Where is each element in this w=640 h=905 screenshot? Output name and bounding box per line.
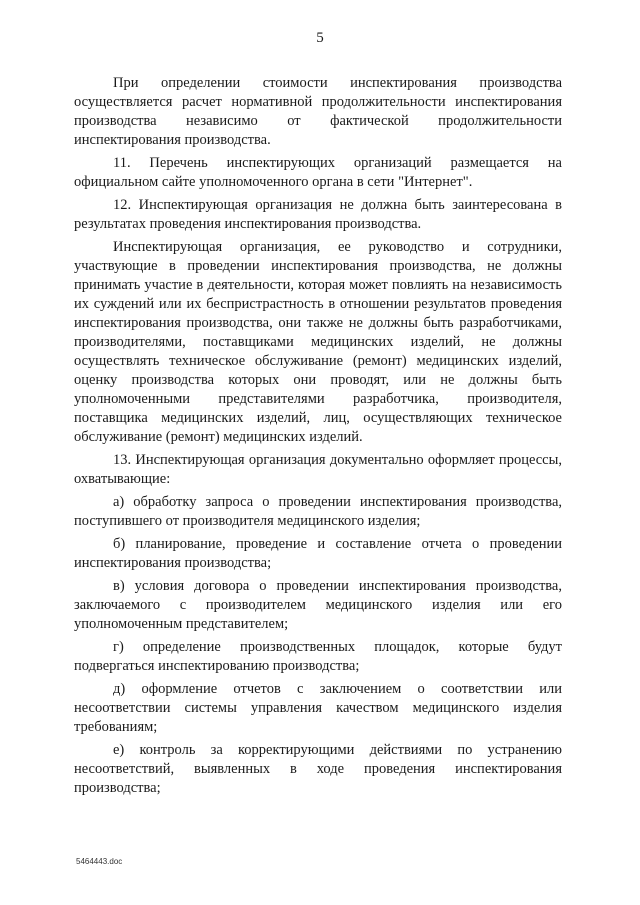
paragraph-impartiality: Инспектирующая организация, ее руководство и сотрудники, участвующие в проведении инспектирования производства, не должны принимать участие в деятельности, которая может повлиять на независимость их суждений или их беспристрастность в отношении результатов проведения инспектирования производства, они также не должны быть разработчиками, производителями, поставщиками медицинских изделий, не должны осуществлять техническое обслуживание (ремонт) медицинских изделий, оценку производства которых они проводят, или не должны быть уполномоченными представителями разработчика, производителя, поставщика медицинских изделий, лиц, осуществляющих техническое обслуживание (ремонт) медицинских изделий. — [74, 239, 562, 445]
page-number: 5 — [316, 30, 324, 46]
list-item-g: г) определение производственных площадок, которые будут подвергаться инспектированию производства; — [74, 639, 562, 674]
footer-filename: 5464443.doc — [76, 857, 123, 866]
paragraph-13: 13. Инспектирующая организация документально оформляет процессы, охватывающие: — [74, 452, 562, 487]
paragraph-cost-calculation: При определении стоимости инспектирования производства осуществляется расчет нормативной продолжительности инспектирования производства независимо от фактической продолжительности инспектирования производства. — [74, 75, 562, 148]
list-item-v: в) условия договора о проведении инспектирования производства, заключаемого с производителем медицинского изделия или его уполномоченным представителем; — [74, 578, 562, 632]
document-body — [74, 74, 562, 802]
list-item-e: е) контроль за корректирующими действиями по устранению несоответствий, выявленных в ходе проведения инспектирования производства; — [74, 742, 562, 796]
paragraph-12: 12. Инспектирующая организация не должна быть заинтересована в результатах проведения инспектирования производства. — [74, 197, 562, 232]
list-item-d: д) оформление отчетов с заключением о соответствии или несоответствии системы управления качеством медицинского изделия требованиям; — [74, 681, 562, 735]
list-item-a: а) обработку запроса о проведении инспектирования производства, поступившего от производителя медицинского изделия; — [74, 494, 562, 529]
paragraph-11: 11. Перечень инспектирующих организаций размещается на официальном сайте уполномоченного органа в сети "Интернет". — [74, 155, 562, 190]
list-item-b: б) планирование, проведение и составление отчета о проведении инспектирования производства; — [74, 536, 562, 571]
